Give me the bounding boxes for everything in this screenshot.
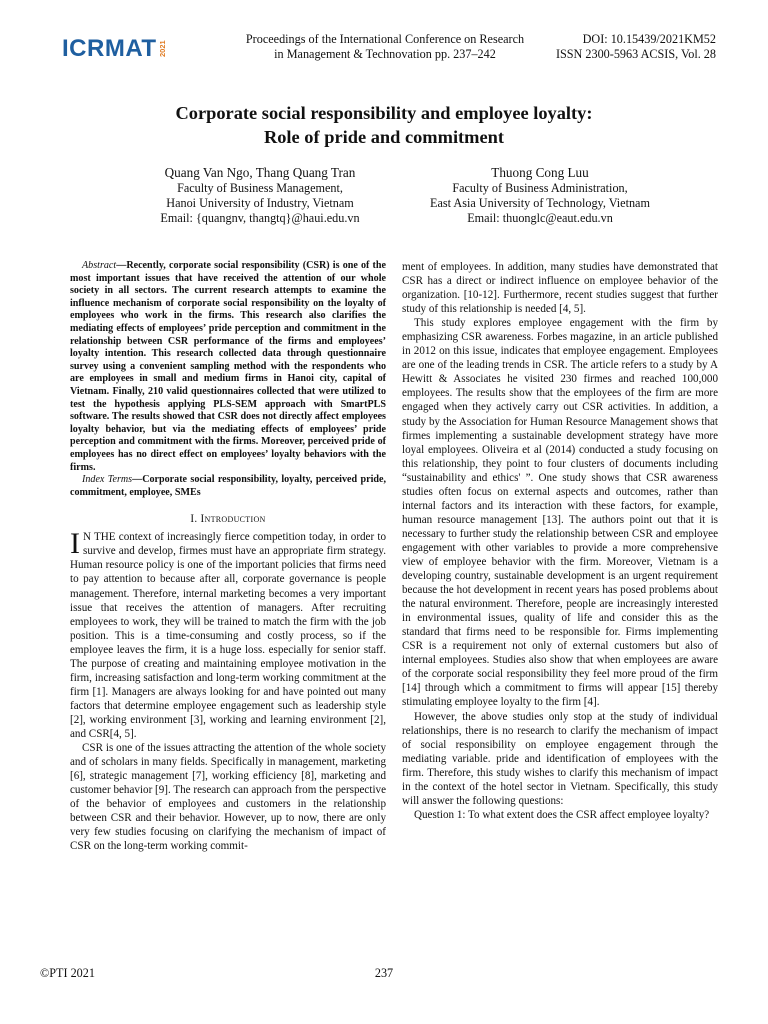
author-names-1: Quang Van Ngo, Thang Quang Tran bbox=[164, 165, 356, 180]
author-email-1: Email: {quangnv, thangtq}@haui.edu.vn bbox=[160, 211, 360, 225]
page-number: 237 bbox=[374, 966, 394, 980]
paper-title bbox=[0, 101, 768, 149]
intro-paragraph-1 bbox=[70, 527, 386, 741]
left-column bbox=[70, 260, 386, 853]
proceedings-header bbox=[210, 32, 560, 62]
right-column bbox=[402, 260, 718, 822]
doi-issn-block bbox=[556, 32, 716, 62]
author-block-1 bbox=[110, 165, 410, 226]
index-terms bbox=[70, 474, 386, 499]
author-names-2: Thuong Cong Luu bbox=[491, 165, 589, 180]
author-inst-1: Hanoi University of Industry, Vietnam bbox=[166, 196, 354, 210]
intro-paragraph-4: However, the above studies only stop at the study of individual relationships, there is no research to clarify the mechanism of impact of social responsibility on employee engagement through the mediating variable. pride and identification of employees with the firm. Therefore, this study wishes to clarify this mechanism of impact in the context of the hotel sector in Vietnam. Specifically, this study will answer the following questions: bbox=[402, 710, 718, 807]
author-dept-1: Faculty of Business Management, bbox=[177, 181, 343, 195]
logo-text: ICRMAT bbox=[62, 35, 157, 62]
section-number: I. bbox=[190, 513, 198, 526]
research-question-1: Question 1: To what extent does the CSR affect employee loyalty? bbox=[414, 808, 710, 821]
abstract-label: Abstract bbox=[82, 260, 117, 271]
author-block-2 bbox=[390, 165, 690, 226]
intro-paragraph-2-cont: ment of employees. In addition, many studies have demonstrated that CSR has a direct or indirect influence on employee behavior of the organization. [10-12]. Furthermore, recent studies suggest that further study of this relationship is needed [4, 5]. bbox=[402, 261, 718, 316]
author-inst-2: East Asia University of Technology, Vietnam bbox=[430, 196, 650, 210]
intro-p1-text: context of increasingly fierce competition today, in order to survive and develop, firmes must have an appropriate firm strategy. Human resource policy is one of the important policies that firms need to pay attention to because after all, corporate governance is people management. Therefore, internal marketing becomes a very important issue that receives the attention of managers. After recruiting employees to work, they will be trained to match the firm with the job position. This is a time-consuming and costly process, so if the employee leaves the firm, it is a huge loss. especially for senior staff. The purpose of creating and maintaining employee motivation in the firm, increasing satisfaction and long-term working commitment at the firm [1]. Managers are always looking for and have pointed out many factors that determine employee engagement such as leadership style [2], working environment [3], working and learning environment [2], and CSR[4, 5]. bbox=[70, 531, 386, 740]
index-terms-label: Index Terms bbox=[82, 474, 133, 486]
intro-lead: N THE bbox=[83, 531, 116, 544]
title-line-2: Role of pride and commitment bbox=[263, 127, 505, 147]
intro-paragraph-3: This study explores employee engagement with the firm by emphasizing CSR awareness. Forbes magazine, in an article published in 2012 on this issue, indicates that employee engagement. Employees are one of the leading trends in CSR. The article refers to a study by A Hewitt & Associates he visited 230 firmes and reached 100,000 employees. The results show that the employees of the firm are more engaged when they actively carry out CSR activities. In addition, a study by the Association for Human Resource Management shows that firmes implementing a sustainable development strategy have more loyal employees. Oliveira et al (2014) conducted a study focusing on this relationship, they point to four clusters of documents including “sustainability and ethics' ”. One study shows that CSR awareness studies often focus on external aspects and outcomes, rather than internal factors and its interaction with these factors, for example, human resource management [13]. The authors point out that it is necessary to further study the relationship between CSR and employee engagement with other variables to provide a more comprehensive view of employee behavior with the firm. Moreover, Vietnam is a developing country, sustainable development is an urgent requirement because the hot development in recent years has posed problems about the natural environment. Therefore, people are increasingly interested in environmental issues, quality of life and consider this as the standard that firms need to be responsible for. Firms implementing CSR is a requirement not only of external customers but also of internal employees. Studies also show that when employees are aware of the corporate social responsibility they feel more proud of the firm [14] through which a commitment to firms will appear [15] thereby stimulating employee loyalty to the firm [4]. bbox=[402, 317, 718, 709]
issn: ISSN 2300-5963 ACSIS, Vol. 28 bbox=[555, 47, 716, 61]
doi: DOI: 10.15439/2021KM52 bbox=[582, 32, 716, 46]
author-email-2: Email: thuonglc@eaut.edu.vn bbox=[467, 211, 613, 225]
author-dept-2: Faculty of Business Administration, bbox=[452, 181, 628, 195]
copyright: ©PTI 2021 bbox=[40, 966, 95, 980]
abstract bbox=[70, 260, 386, 474]
logo-year: 2021 bbox=[157, 40, 167, 58]
section-title: Introduction bbox=[200, 513, 266, 526]
proceedings-line-2: in Management & Technovation pp. 237–242 bbox=[274, 47, 496, 61]
abstract-body: —Recently, corporate social responsibility (CSR) is one of the most important issues that have received the attention of our whole society in all sectors. The current research attempts to examine the influence mechanism of corporate social responsibility on the loyalty of employees who work in the firms. This research also clarifies the mediating effects of employees’ pride perception and commitment in the relationship between CSR performance of the firms and employees’ loyalty intention. This research collected data through questionnaire survey using a convenient sampling method with the respondents who are employees in small and medium firms in Hanoi city, capital of Vietnam. Finally, 210 valid questionnaires collected that were utilized to test the hypothesis applying PLS-SEM approach with SmartPLS software. The results showed that CSR does not directly affect employees loyalty behavior, but via the mediating effects of employees’ pride perception and commitment with the firms. Moreover, perceived pride of employees has no direct effect on employees’ loyalty behaviors with the firms. bbox=[70, 260, 386, 473]
conference-logo bbox=[62, 29, 167, 63]
title-line-1: Corporate social responsibility and employee loyalty: bbox=[175, 103, 593, 123]
intro-paragraph-2: CSR is one of the issues attracting the attention of the whole society and of scholars in many fields. Specifically in management, marketing [6], strategic management [7], working efficiency [8], marketing and customer behavior [9]. The research can approach from the perspective of the behavior of employees and customers in the relationship between CSR and their behavior. However, up to now, there are only very few studies focusing on clarifying the mechanism of impact of CSR on the long-term working commit- bbox=[70, 742, 386, 853]
index-terms-body: —Corporate social responsibility, loyalty, perceived pride, commitment, employee, SMEs bbox=[70, 474, 386, 498]
proceedings-line-1: Proceedings of the International Conference on Research bbox=[245, 32, 525, 46]
section-heading bbox=[70, 512, 386, 526]
dropcap: I bbox=[70, 527, 80, 561]
